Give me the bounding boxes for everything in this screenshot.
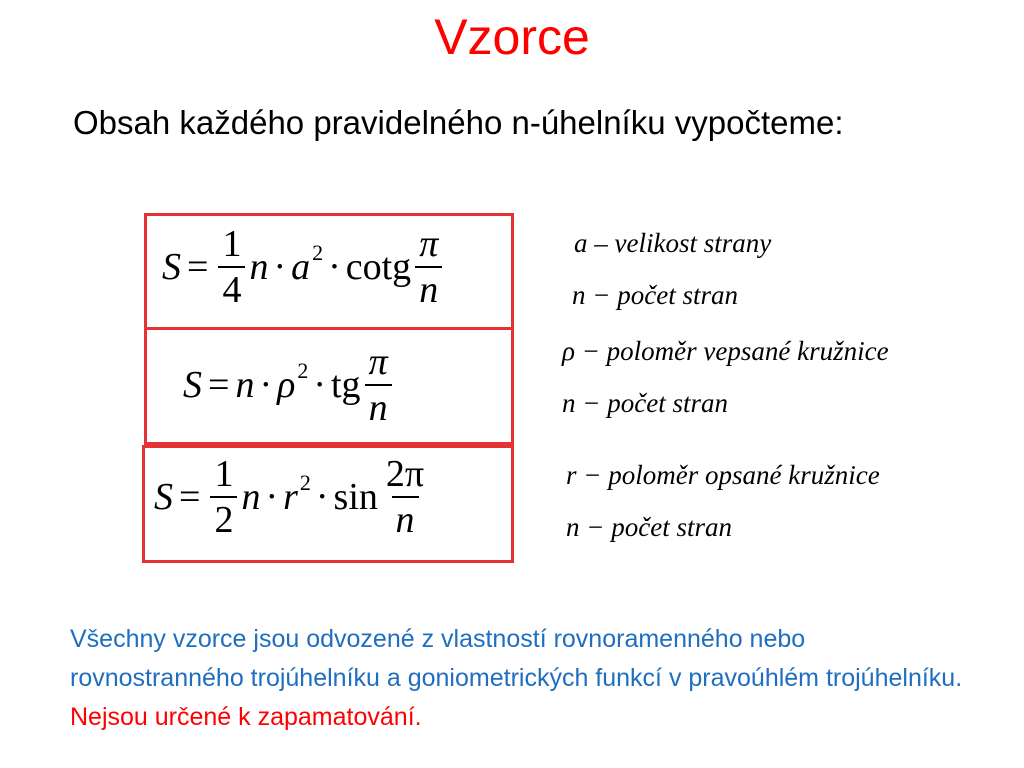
fraction-numerator: 1 xyxy=(222,223,242,265)
argument-fraction xyxy=(415,222,442,312)
footnote xyxy=(70,620,970,737)
formula-sin xyxy=(154,452,432,542)
multiply-dot: · xyxy=(273,246,287,288)
footnote-highlight: Nejsou určené k zapamatování. xyxy=(70,703,422,731)
fraction-denominator: n xyxy=(415,266,442,312)
formula-tg xyxy=(183,340,396,430)
formula-lhs: S xyxy=(154,476,173,518)
formula-function: tg xyxy=(331,364,361,406)
description-circumradius: r − poloměr opsané kružnice xyxy=(566,460,880,490)
description-side-length: a – velikost strany xyxy=(574,228,772,258)
footnote-text: Všechny vzorce jsou odvozené z vlastností rovnoramenného nebo rovnostranného trojúhelníku a goniometrických funkcí v pravoúhlém trojúhelníku. xyxy=(70,625,963,692)
formula-base: r xyxy=(283,476,298,518)
subtitle: Obsah každého pravidelného n-úhelníku vypočteme: xyxy=(73,104,844,141)
fraction-numerator: π xyxy=(419,223,439,265)
coefficient-fraction xyxy=(210,452,237,542)
formula-base: a xyxy=(291,246,311,288)
coefficient-fraction xyxy=(218,222,245,312)
fraction-numerator: 2π xyxy=(385,453,425,495)
formula-lhs: S xyxy=(162,246,181,288)
formula-function: cotg xyxy=(345,246,412,288)
formula-cotg xyxy=(162,222,446,312)
fraction-denominator: n xyxy=(365,384,392,430)
multiply-dot: · xyxy=(313,364,326,406)
fraction-denominator: n xyxy=(392,496,419,542)
formula-var: n xyxy=(249,246,269,288)
formula-function: sin xyxy=(333,476,378,518)
formula-base: ρ xyxy=(277,364,296,406)
fraction-denominator: 2 xyxy=(210,496,237,542)
equals-sign: = xyxy=(187,246,209,288)
equals-sign: = xyxy=(179,476,201,518)
fraction-denominator: 4 xyxy=(218,266,245,312)
equals-sign: = xyxy=(208,364,230,406)
multiply-dot: · xyxy=(328,246,341,288)
description-side-count: n − počet stran xyxy=(566,512,732,542)
multiply-dot: · xyxy=(315,476,329,518)
argument-fraction xyxy=(382,452,428,542)
description-side-count: n − počet stran xyxy=(562,388,728,418)
description-inradius: ρ − poloměr vepsané kružnice xyxy=(562,336,889,366)
fraction-numerator: 1 xyxy=(214,453,234,495)
formula-exponent: 2 xyxy=(297,358,309,383)
formula-var: n xyxy=(241,476,261,518)
formula-exponent: 2 xyxy=(312,240,324,265)
formula-var: n xyxy=(235,364,255,406)
description-side-count: n − počet stran xyxy=(572,280,738,310)
multiply-dot: · xyxy=(265,476,279,518)
formula-lhs: S xyxy=(183,364,202,406)
argument-fraction xyxy=(365,340,392,430)
formula-exponent: 2 xyxy=(299,470,311,495)
page-title: Vzorce xyxy=(434,9,590,65)
multiply-dot: · xyxy=(259,364,273,406)
fraction-numerator: π xyxy=(368,341,388,383)
